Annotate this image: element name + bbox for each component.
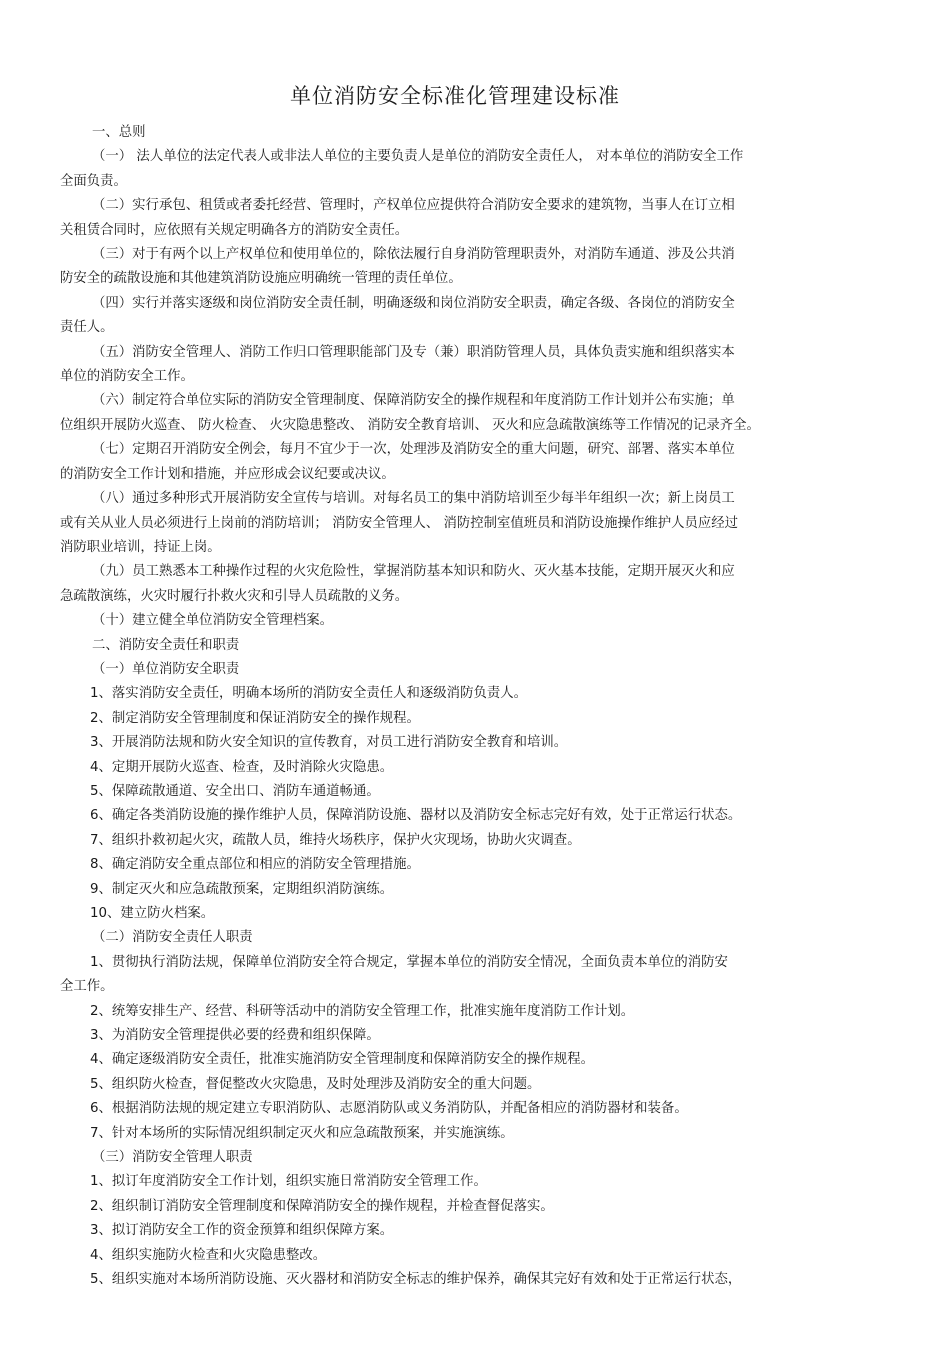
text-line: 2、统筹安排生产、经营、科研等活动中的消防安全管理工作，批准实施年度消防工作计划。 <box>90 1003 635 1019</box>
text-line: 6、根据消防法规的规定建立专职消防队、志愿消防队或义务消防队，并配备相应的消防器材和装备。 <box>90 1101 688 1117</box>
text-line: （三）消防安全管理人职责 <box>92 1150 253 1166</box>
text-line: 2、组织制订消防安全管理制度和保障消防安全的操作规程，并检查督促落实。 <box>90 1198 554 1214</box>
text-line: 1、落实消防安全责任，明确本场所的消防安全责任人和逐级消防负责人。 <box>90 686 528 702</box>
text-line: （二）实行承包、租赁或者委托经营、管理时，产权单位应提供符合消防安全要求的建筑物，当事人在订立相 <box>92 198 735 214</box>
text-line: 防安全的疏散设施和其他建筑消防设施应明确统一管理的责任单位。 <box>60 271 462 287</box>
text-line: 9、制定灭火和应急疏散预案，定期组织消防演练。 <box>90 881 394 897</box>
text-line: 关租赁合同时，应依照有关规定明确各方的消防安全责任。 <box>60 222 409 238</box>
text-line: 4、确定逐级消防安全责任，批准实施消防安全管理制度和保障消防安全的操作规程。 <box>90 1052 594 1068</box>
text-line: 或有关从业人员必须进行上岗前的消防培训； 消防安全管理人、 消防控制室值班员和消防设施操作维护人员应经过 <box>60 515 739 531</box>
document-body <box>60 121 880 1293</box>
document-title: 单位消防安全标准化管理建设标准 <box>290 84 620 108</box>
text-line: （四）实行并落实逐级和岗位消防安全责任制，明确逐级和岗位消防安全职责，确定各级、各岗位的消防安全 <box>92 295 735 311</box>
text-line: 5、保障疏散通道、安全出口、消防车通道畅通。 <box>90 783 380 799</box>
text-line: 消防职业培训，持证上岗。 <box>60 539 221 555</box>
text-line: 3、拟订消防安全工作的资金预算和组织保障方案。 <box>90 1223 394 1239</box>
text-line: 10、建立防火档案。 <box>90 906 215 921</box>
text-line: 4、组织实施防火检查和火灾隐患整改。 <box>90 1247 327 1263</box>
text-line: （十）建立健全单位消防安全管理档案。 <box>92 613 334 629</box>
text-line: 7、组织扑救初起火灾，疏散人员，维持火场秩序，保护火灾现场，协助火灾调查。 <box>90 832 581 848</box>
text-line: 急疏散演练，火灾时履行扑救火灾和引导人员疏散的义务。 <box>60 588 409 604</box>
text-line: （一） 法人单位的法定代表人或非法人单位的主要负责人是单位的消防安全责任人， 对本单位的消防安全工作 <box>92 149 744 165</box>
text-line: 一、总则 <box>92 125 146 140</box>
text-line: 3、为消防安全管理提供必要的经费和组织保障。 <box>90 1028 380 1044</box>
text-line: 5、组织防火检查，督促整改火灾隐患，及时处理涉及消防安全的重大问题。 <box>90 1076 541 1092</box>
text-line: 单位的消防安全工作。 <box>60 369 194 385</box>
text-line: 2、制定消防安全管理制度和保证消防安全的操作规程。 <box>90 710 420 726</box>
text-line: （五）消防安全管理人、消防工作归口管理职能部门及专（兼）职消防管理人员，具体负责实施和组织落实本 <box>92 344 735 360</box>
text-line: 二、消防安全责任和职责 <box>92 637 240 653</box>
text-line: （一）单位消防安全职责 <box>92 661 240 677</box>
text-line: 7、针对本场所的实际情况组织制定灭火和应急疏散预案，并实施演练。 <box>90 1125 514 1141</box>
text-line: （八）通过多种形式开展消防安全宣传与培训。对每名员工的集中消防培训至少每半年组织一次；新上岗员工 <box>92 491 735 507</box>
text-line: （六）制定符合单位实际的消防安全管理制度、保障消防安全的操作规程和年度消防工作计划并公布实施；单 <box>92 393 735 409</box>
text-line: 责任人。 <box>60 320 114 336</box>
text-line: 1、拟订年度消防安全工作计划，组织实施日常消防安全管理工作。 <box>90 1174 487 1190</box>
text-line: 8、确定消防安全重点部位和相应的消防安全管理措施。 <box>90 857 420 873</box>
text-line: （七）定期召开消防安全例会，每月不宜少于一次，处理涉及消防安全的重大问题，研究、部署、落实本单位 <box>92 442 735 458</box>
text-line: 4、定期开展防火巡查、检查，及时消除火灾隐患。 <box>90 759 394 775</box>
text-line: 的消防安全工作计划和措施，并应形成会议纪要或决议。 <box>60 466 395 482</box>
text-line: 5、组织实施对本场所消防设施、灭火器材和消防安全标志的维护保养，确保其完好有效和处于正常运行状态， <box>90 1272 742 1288</box>
text-line: 全面负责。 <box>60 173 127 189</box>
text-line: （三）对于有两个以上产权单位和使用单位的，除依法履行自身消防管理职责外，对消防车通道、涉及公共消 <box>92 247 735 263</box>
text-line: 3、开展消防法规和防火安全知识的宣传教育，对员工进行消防安全教育和培训。 <box>90 735 568 751</box>
text-line: （二）消防安全责任人职责 <box>92 930 253 946</box>
text-line: 全工作。 <box>60 979 114 995</box>
text-line: （九）员工熟悉本工种操作过程的火灾危险性，掌握消防基本知识和防火、灭火基本技能，定期开展灭火和应 <box>92 564 735 580</box>
text-line: 6、确定各类消防设施的操作维护人员，保障消防设施、器材以及消防安全标志完好有效，处于正常运行状态。 <box>90 808 742 824</box>
text-line: 1、贯彻执行消防法规，保障单位消防安全符合规定，掌握本单位的消防安全情况，全面负责本单位的消防安 <box>90 954 728 970</box>
text-line: 位组织开展防火巡查、 防火检查、 火灾隐患整改、 消防安全教育培训、 灭火和应急疏散演练等工作情况的记录齐全。 <box>60 417 760 433</box>
